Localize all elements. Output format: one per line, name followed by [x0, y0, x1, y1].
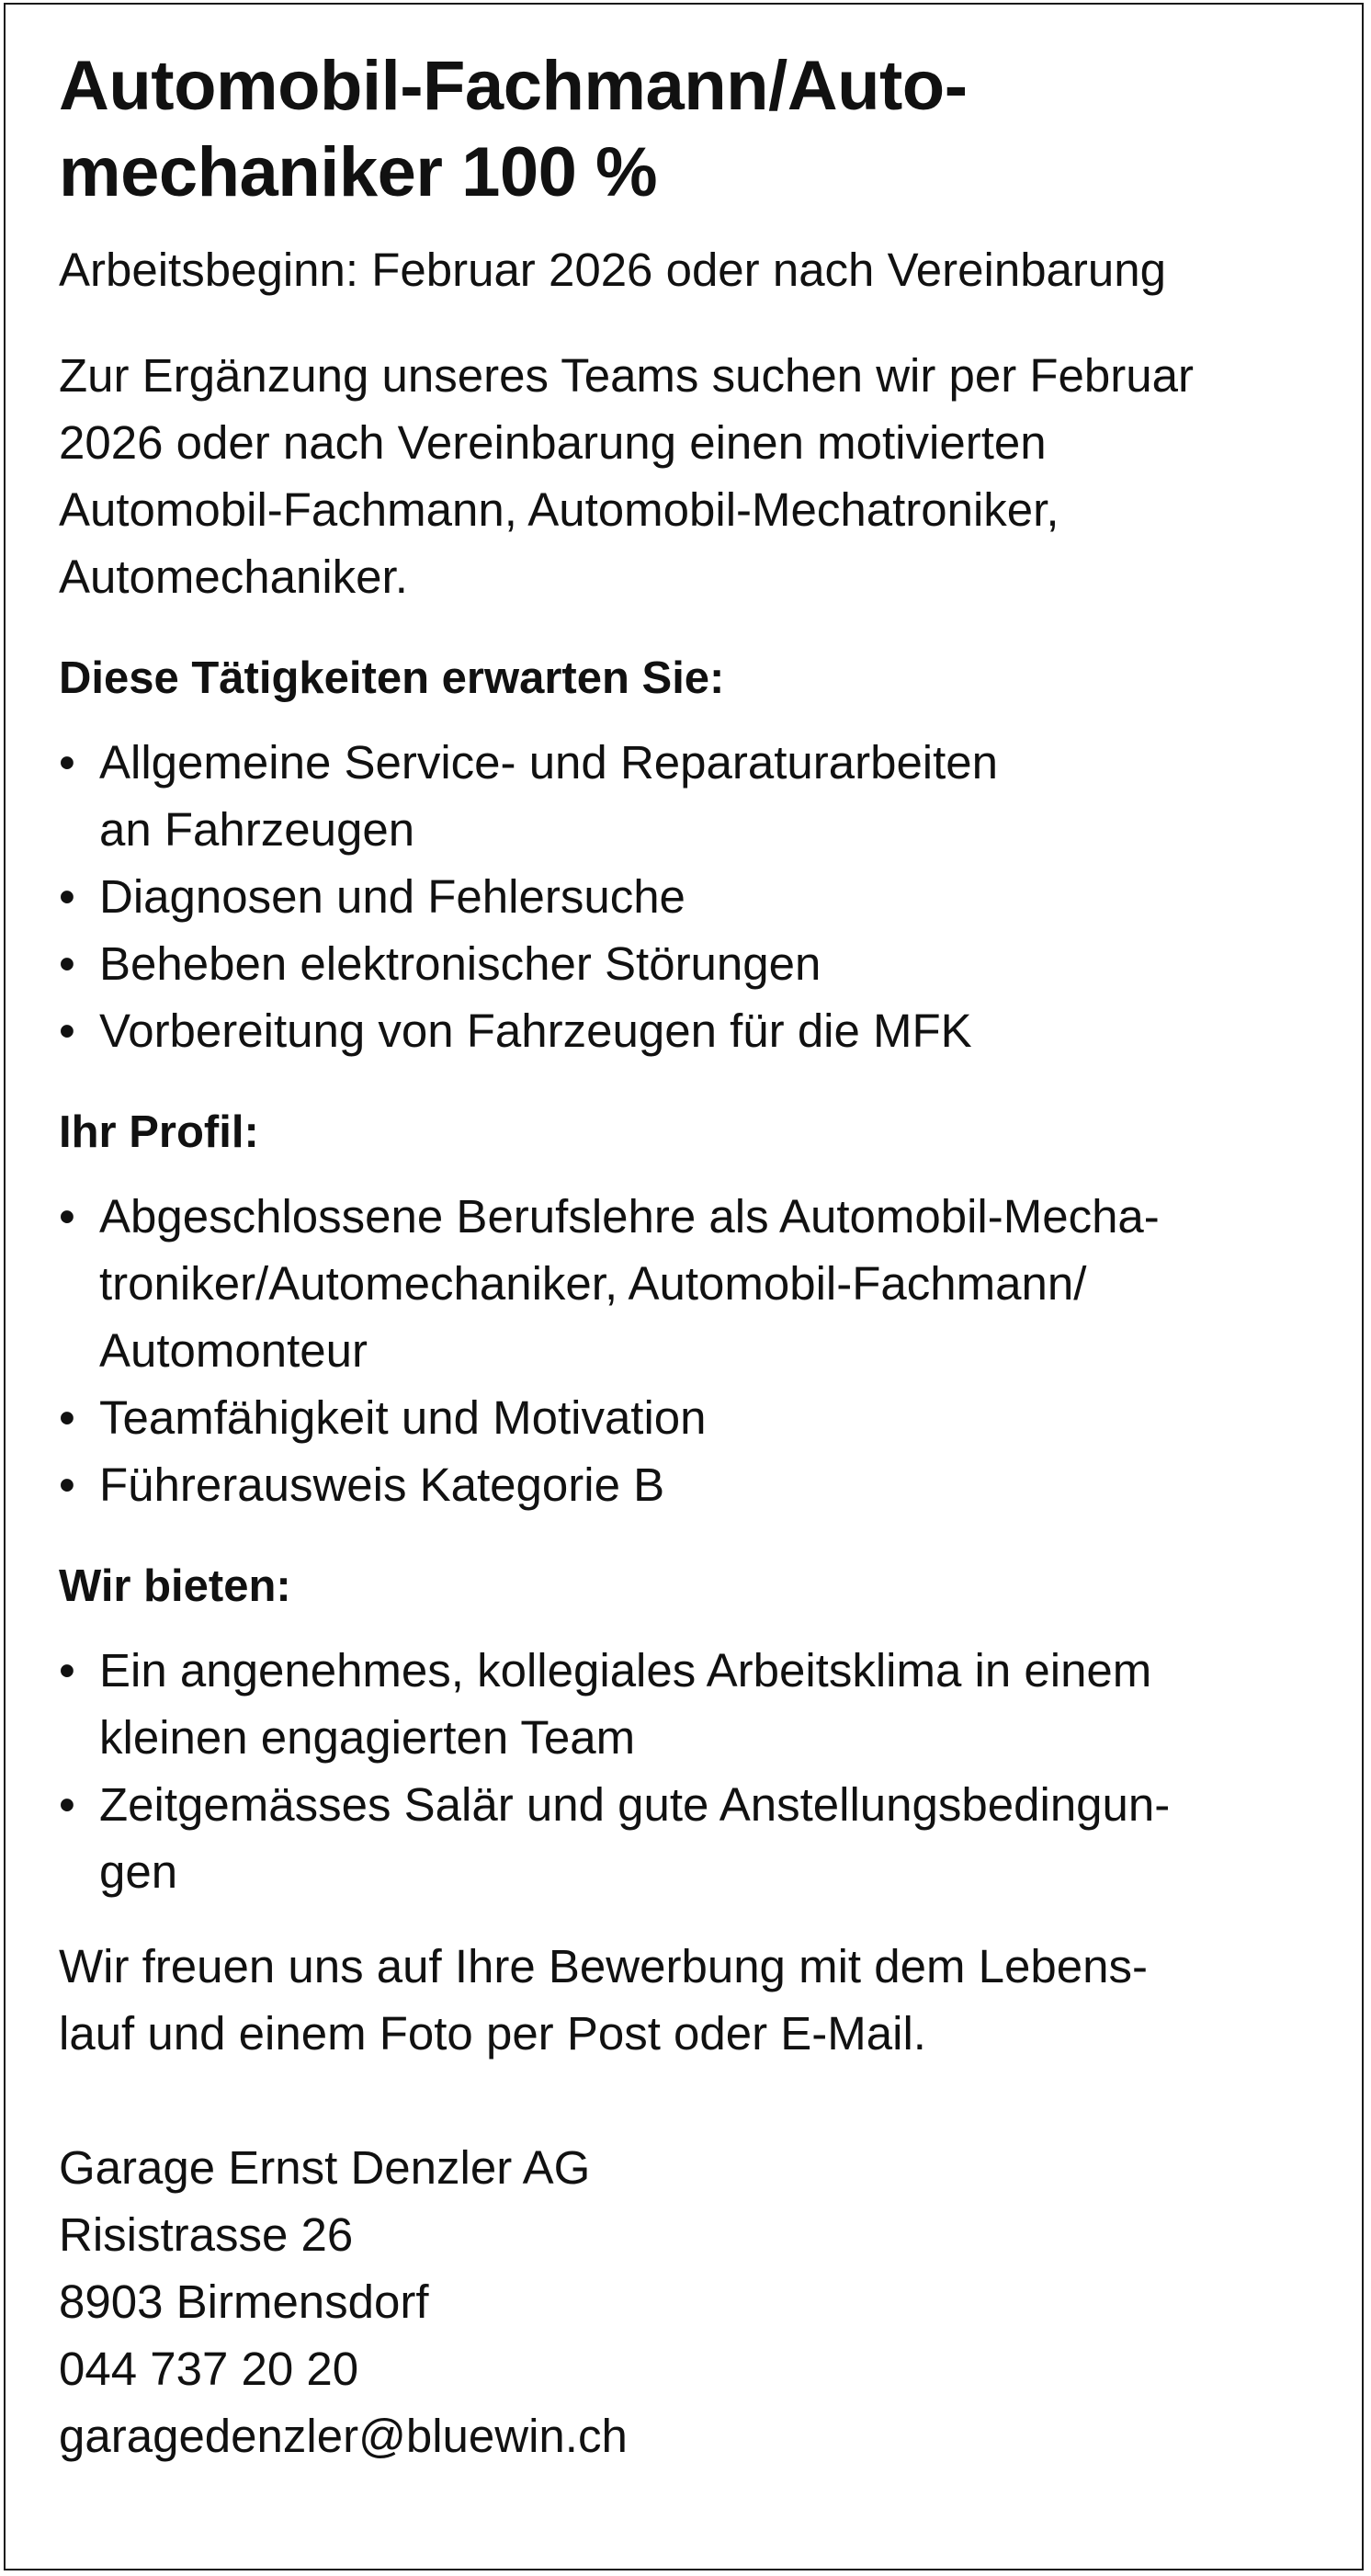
intro-paragraph: [59, 342, 1327, 610]
list-item: [59, 1183, 1327, 1384]
list-item: [59, 1384, 1327, 1451]
list-item: [59, 1451, 1327, 1518]
list-item-line: kleinen engagierten Team: [99, 1711, 636, 1764]
list-item-line: troniker/Automechaniker, Automobil-Fachmann/: [99, 1257, 1087, 1310]
bullet-icon: •: [59, 870, 75, 923]
list-item-line: Teamfähigkeit und Motivation: [99, 1391, 707, 1444]
job-ad-content: [59, 43, 1327, 2469]
list-item-line: Diagnosen und Fehlersuche: [99, 870, 686, 923]
section-heading-offer: Wir bieten:: [59, 1561, 291, 1611]
list-item-line: Automonteur: [99, 1324, 368, 1377]
list-item-line: Führerausweis Kategorie B: [99, 1458, 665, 1511]
list-item-line: gen: [99, 1845, 178, 1898]
list-item: [59, 930, 1327, 997]
job-ad-frame: [4, 3, 1364, 2570]
intro-line: Zur Ergänzung unseres Teams suchen wir per Februar: [59, 349, 1194, 402]
list-item-line: Zeitgemässes Salär und gute Anstellungsbedingun-: [99, 1778, 1171, 1831]
offer-list: [59, 1637, 1327, 1905]
bullet-icon: •: [59, 1391, 75, 1444]
list-item: [59, 729, 1327, 863]
intro-line: Automobil-Fachmann, Automobil-Mechatroniker,: [59, 483, 1059, 536]
closing-paragraph: [59, 1933, 1327, 2067]
list-item-line: Ein angenehmes, kollegiales Arbeitsklima in einem: [99, 1644, 1152, 1697]
list-item-line: Allgemeine Service- und Reparaturarbeiten: [99, 736, 999, 789]
job-title: [59, 43, 1327, 216]
section-heading-profile: Ihr Profil:: [59, 1107, 259, 1157]
closing-line: Wir freuen uns auf Ihre Bewerbung mit dem Lebens-: [59, 1940, 1148, 1992]
job-title-line: Automobil-Fachmann/Auto-: [59, 47, 968, 125]
street-address: Risistrasse 26: [59, 2208, 354, 2261]
bullet-icon: •: [59, 1778, 75, 1831]
bullet-icon: •: [59, 1004, 75, 1057]
list-item-line: Abgeschlossene Berufslehre als Automobil-Mecha-: [99, 1190, 1160, 1243]
bullet-icon: •: [59, 1644, 75, 1697]
email-address[interactable]: garagedenzler@bluewin.ch: [59, 2410, 628, 2462]
list-item: [59, 997, 1327, 1064]
bullet-icon: •: [59, 736, 75, 789]
city-address: 8903 Birmensdorf: [59, 2275, 429, 2328]
tasks-list: [59, 729, 1327, 1064]
bullet-icon: •: [59, 1190, 75, 1243]
list-item-line: Beheben elektronischer Störungen: [99, 937, 821, 990]
start-date-text: Arbeitsbeginn: Februar 2026 oder nach Vereinbarung: [59, 244, 1166, 296]
intro-line: 2026 oder nach Vereinbarung einen motivierten: [59, 416, 1047, 469]
profile-list: [59, 1183, 1327, 1518]
list-item: [59, 1637, 1327, 1771]
list-item-line: Vorbereitung von Fahrzeugen für die MFK: [99, 1004, 972, 1057]
contact-block: [59, 2134, 1327, 2469]
list-item-line: an Fahrzeugen: [99, 803, 415, 856]
section-heading-tasks: Diese Tätigkeiten erwarten Sie:: [59, 653, 725, 703]
bullet-icon: •: [59, 1458, 75, 1511]
closing-line: lauf und einem Foto per Post oder E-Mail.: [59, 2007, 926, 2060]
phone-number: 044 737 20 20: [59, 2343, 359, 2395]
company-name: Garage Ernst Denzler AG: [59, 2141, 591, 2194]
list-item: [59, 1771, 1327, 1905]
list-item: [59, 863, 1327, 930]
bullet-icon: •: [59, 937, 75, 990]
job-title-line: mechaniker 100 %: [59, 133, 658, 211]
intro-line: Automechaniker.: [59, 550, 408, 603]
